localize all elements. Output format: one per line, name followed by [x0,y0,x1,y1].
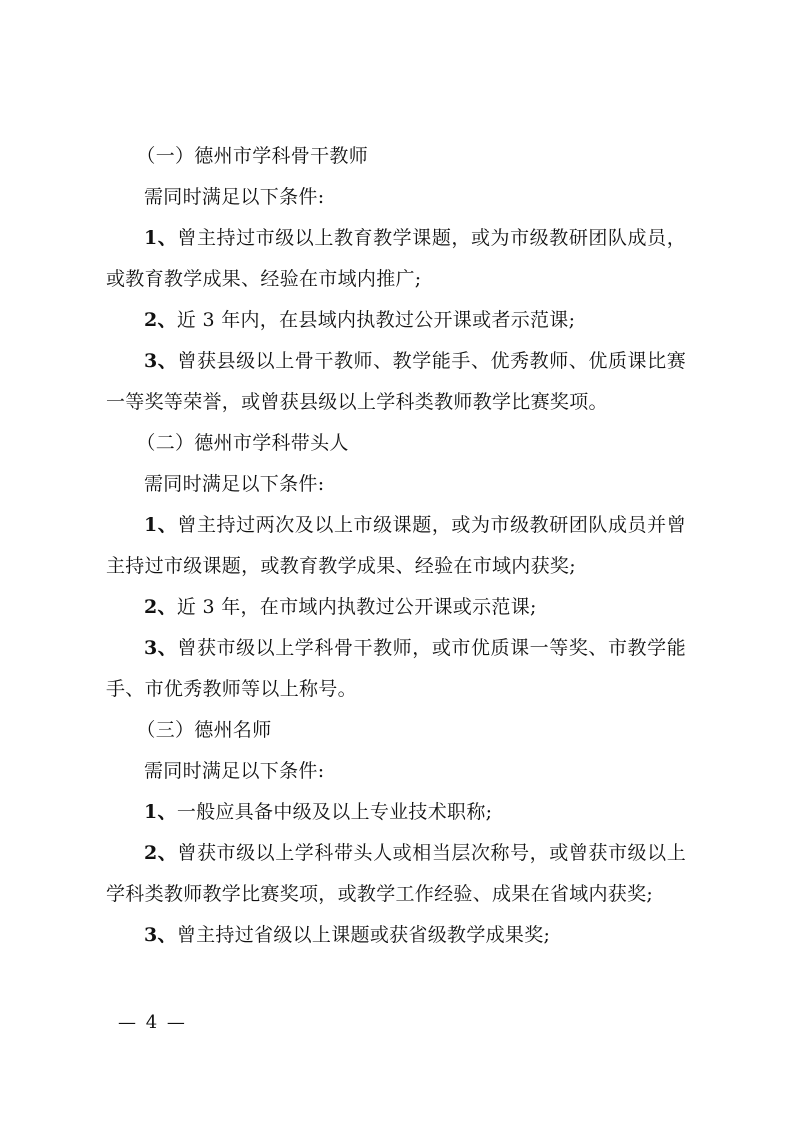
condition-intro-3 [106,751,686,792]
document-body [106,136,686,956]
criterion-number: 2、 [144,309,177,331]
criterion-number: 3、 [144,924,177,946]
criterion-number: 2、 [144,596,177,618]
section-heading-2-text: （二）德州市学科带头人 [136,432,349,454]
criterion-number: 1、 [144,801,177,823]
criterion-text: 近 3 年内，在县域内执教过公开课或者示范课; [176,309,576,331]
condition-intro-2-text: 需同时满足以下条件: [144,473,325,495]
criterion-text: 曾获市级以上学科带头人或相当层次称号，或曾获市级以上学科类教师教学比赛奖项，或教学工作经验、成果在省域内获奖; [106,842,686,905]
criterion-text: 一般应具备中级及以上专业技术职称; [176,801,493,823]
condition-intro-1-text: 需同时满足以下条件: [144,186,325,208]
criterion-1-2 [106,300,686,341]
section-heading-3-text: （三）德州名师 [136,719,272,741]
criterion-number: 3、 [144,350,178,372]
criterion-text: 近 3 年，在市域内执教过公开课或示范课; [176,596,537,618]
criterion-1-1 [106,218,686,300]
criterion-text: 曾获县级以上骨干教师、教学能手、优秀教师、优质课比赛一等奖等荣誉，或曾获县级以上学科类教师教学比赛奖项。 [106,350,686,413]
condition-intro-2 [106,464,686,505]
section-heading-1 [106,136,686,177]
criterion-2-2 [106,587,686,628]
criterion-number: 1、 [144,227,178,249]
criterion-2-1 [106,505,686,587]
criterion-number: 3、 [144,637,178,659]
section-heading-2 [106,423,686,464]
criterion-text: 曾获市级以上学科骨干教师，或市优质课一等奖、市教学能手、市优秀教师等以上称号。 [106,637,686,700]
condition-intro-3-text: 需同时满足以下条件: [144,760,325,782]
criterion-number: 2、 [144,842,178,864]
criterion-3-3 [106,915,686,956]
section-heading-1-text: （一）德州市学科骨干教师 [136,145,368,167]
page-number: — 4 — [118,1012,187,1033]
condition-intro-1 [106,177,686,218]
criterion-1-3 [106,341,686,423]
criterion-text: 曾主持过市级以上教育教学课题，或为市级教研团队成员，或教育教学成果、经验在市域内推广; [106,227,686,290]
criterion-3-1 [106,792,686,833]
criterion-number: 1、 [144,514,178,536]
section-heading-3 [106,710,686,751]
criterion-text: 曾主持过两次及以上市级课题，或为市级教研团队成员并曾主持过市级课题，或教育教学成果、经验在市域内获奖; [106,514,686,577]
criterion-2-3 [106,628,686,710]
criterion-text: 曾主持过省级以上课题或获省级教学成果奖; [176,924,551,946]
criterion-3-2 [106,833,686,915]
